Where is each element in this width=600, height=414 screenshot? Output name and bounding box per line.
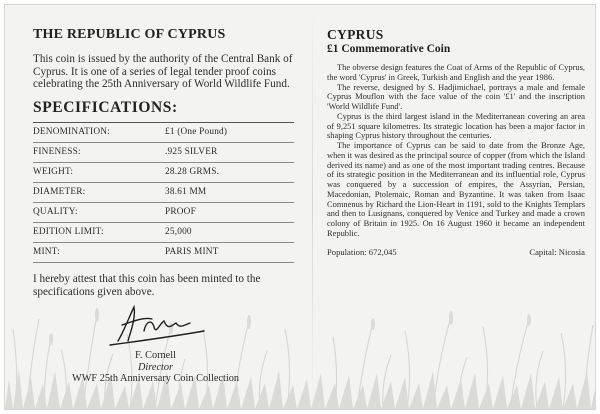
spec-label: WEIGHT: xyxy=(33,167,74,178)
spec-row-edition-limit xyxy=(33,223,294,243)
spec-label: FINENESS: xyxy=(33,147,81,158)
collection-name: WWF 25th Anniversary Coin Collection xyxy=(71,373,240,385)
spec-value: 28.28 GRMS. xyxy=(165,167,220,178)
spec-row-fineness xyxy=(33,143,294,163)
spec-label: QUALITY: xyxy=(33,207,78,218)
population-text: Population: 672,045 xyxy=(327,246,397,257)
attestation-text: I hereby attest that this coin has been minted to the specifications given above. xyxy=(33,272,261,298)
republic-title: THE REPUBLIC OF CYPRUS xyxy=(33,27,226,42)
paragraph-obverse: The obverse design features the Coat of Arms of the Republic of Cyprus, the word 'Cyprus' in Greek, Turkish and English and the year 1986. xyxy=(327,62,585,82)
right-panel xyxy=(327,27,585,257)
certificate-card xyxy=(4,4,596,410)
spec-row-denomination xyxy=(33,123,294,143)
center-fold xyxy=(312,5,313,409)
specifications-table xyxy=(33,122,294,263)
paragraph-geography: Cyprus is the third largest island in the Mediterranean covering an area of 9,251 square kilometres. Its strategic location has been a major factor in shaping Cyprus history throughout the centuries. xyxy=(327,110,585,141)
spec-label: EDITION LIMIT: xyxy=(33,227,104,238)
spec-value: PARIS MINT xyxy=(165,247,219,258)
intro-text: This coin is issued by the authority of the Central Bank of Cyprus. It is one of a series of legal tender proof coins celebrating the 25th Anniversary of World Wildlife Fund. xyxy=(33,53,293,91)
paragraph-reverse: The reverse, designed by S. Hadjimichael, portrays a male and female Cyprus Mouflon with the face value of the coin '£1' and the inscription 'World Wildlife Fund'. xyxy=(327,81,585,111)
specifications-heading: SPECIFICATIONS: xyxy=(33,98,178,116)
spec-row-quality xyxy=(33,203,294,223)
signer-role: Director xyxy=(137,361,174,373)
spec-label: DENOMINATION: xyxy=(33,127,110,138)
signer-name: F. Cornell xyxy=(135,350,176,361)
spec-row-weight xyxy=(33,163,294,183)
capital-text: Capital: Nicosia xyxy=(529,246,585,257)
paragraph-history: The importance of Cyprus can be said to date from the Bronze Age, when it was desired as the principal source of copper (from which the Island derived its name) and as one of the most important trading centres. Because of its strategic position in the Mediterranean and its influential role, Cyprus was conquered by a succession of empires, the Assyrian, Persian, Macedonian, Ptolemaic, Roman and Byzantine. It was taken from Isaac Comnenus by Richard the Lion-Heart in 1191, sold to the Knights Templars and then to Lusignans, conquered by Venice and Turkey and made a crown colony of Britain in 1925. On 16 August 1960 it became an independent Republic. xyxy=(327,140,585,238)
spec-row-mint xyxy=(33,243,294,263)
cyprus-title: CYPRUS xyxy=(327,27,384,42)
spec-value: £1 (One Pound) xyxy=(165,127,228,138)
spec-row-diameter xyxy=(33,183,294,203)
spec-value: 38.61 MM xyxy=(165,187,207,198)
facts-row xyxy=(327,247,585,257)
director-signature xyxy=(100,301,210,351)
spec-value: .925 SILVER xyxy=(165,147,218,158)
spec-label: DIAMETER: xyxy=(33,187,86,198)
spec-value: 25,000 xyxy=(165,227,192,238)
spec-value: PROOF xyxy=(165,207,196,218)
coin-subtitle: £1 Commemorative Coin xyxy=(327,43,451,55)
left-panel xyxy=(33,27,303,298)
spec-label: MINT: xyxy=(33,247,60,258)
signer-block xyxy=(33,350,278,385)
